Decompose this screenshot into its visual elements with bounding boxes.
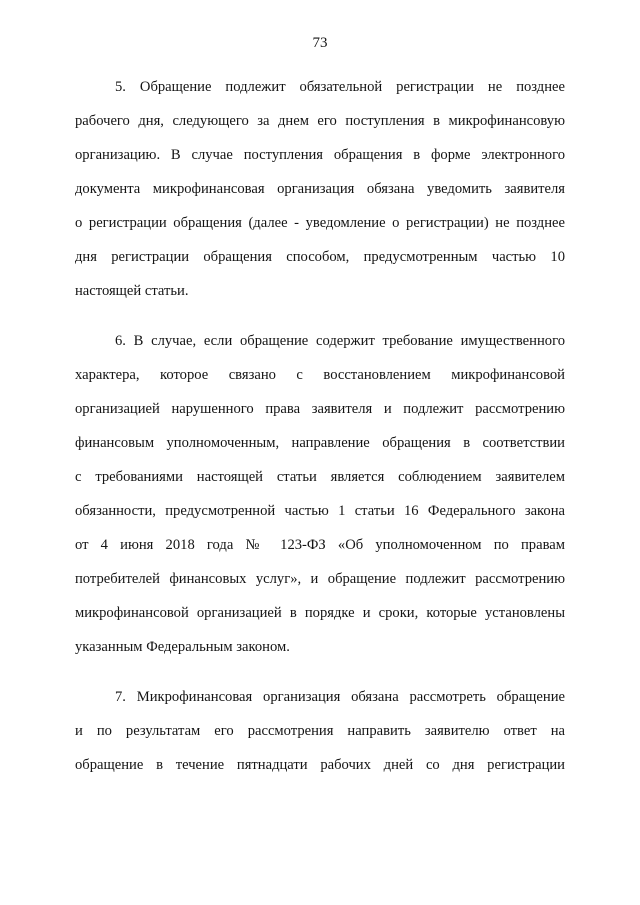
text-line: документа микрофинансовая организация обязана уведомить заявителя <box>75 181 565 197</box>
paragraph-6 <box>75 324 565 664</box>
text-line: о регистрации обращения (далее - уведомление о регистрации) не позднее <box>75 215 565 231</box>
text-line: характера, которое связано с восстановлением микрофинансовой <box>75 367 565 383</box>
text-line: 5. Обращение подлежит обязательной регистрации не позднее <box>115 79 565 95</box>
text-line: обращение в течение пятнадцати рабочих дней со дня регистрации <box>75 757 565 773</box>
text-line: обязанности, предусмотренной частью 1 статьи 16 Федерального закона <box>75 503 565 519</box>
paragraph-5 <box>75 70 565 308</box>
text-line: финансовым уполномоченным, направление обращения в соответствии <box>75 435 565 451</box>
text-line: микрофинансовой организацией в порядке и сроки, которые установлены <box>75 605 565 621</box>
text-line: потребителей финансовых услуг», и обращение подлежит рассмотрению <box>75 571 565 587</box>
text-line: дня регистрации обращения способом, предусмотренным частью 10 <box>75 249 565 265</box>
document-body <box>75 70 565 782</box>
text-line: от 4 июня 2018 года № 123-ФЗ «Об уполномоченном по правам <box>75 537 565 553</box>
text-line: 7. Микрофинансовая организация обязана рассмотреть обращение <box>115 689 565 705</box>
text-line: настоящей статьи. <box>75 283 189 299</box>
text-line: организацию. В случае поступления обращения в форме электронного <box>75 147 565 163</box>
page-number: 73 <box>312 35 328 51</box>
text-line: и по результатам его рассмотрения направить заявителю ответ на <box>75 723 565 739</box>
paragraph-7 <box>75 680 565 782</box>
text-line: рабочего дня, следующего за днем его поступления в микрофинансовую <box>75 113 565 129</box>
text-line: 6. В случае, если обращение содержит требование имущественного <box>115 333 565 349</box>
text-line: с требованиями настоящей статьи является соблюдением заявителем <box>75 469 565 485</box>
text-line: организацией нарушенного права заявителя и подлежит рассмотрению <box>75 401 565 417</box>
text-line: указанным Федеральным законом. <box>75 639 290 655</box>
